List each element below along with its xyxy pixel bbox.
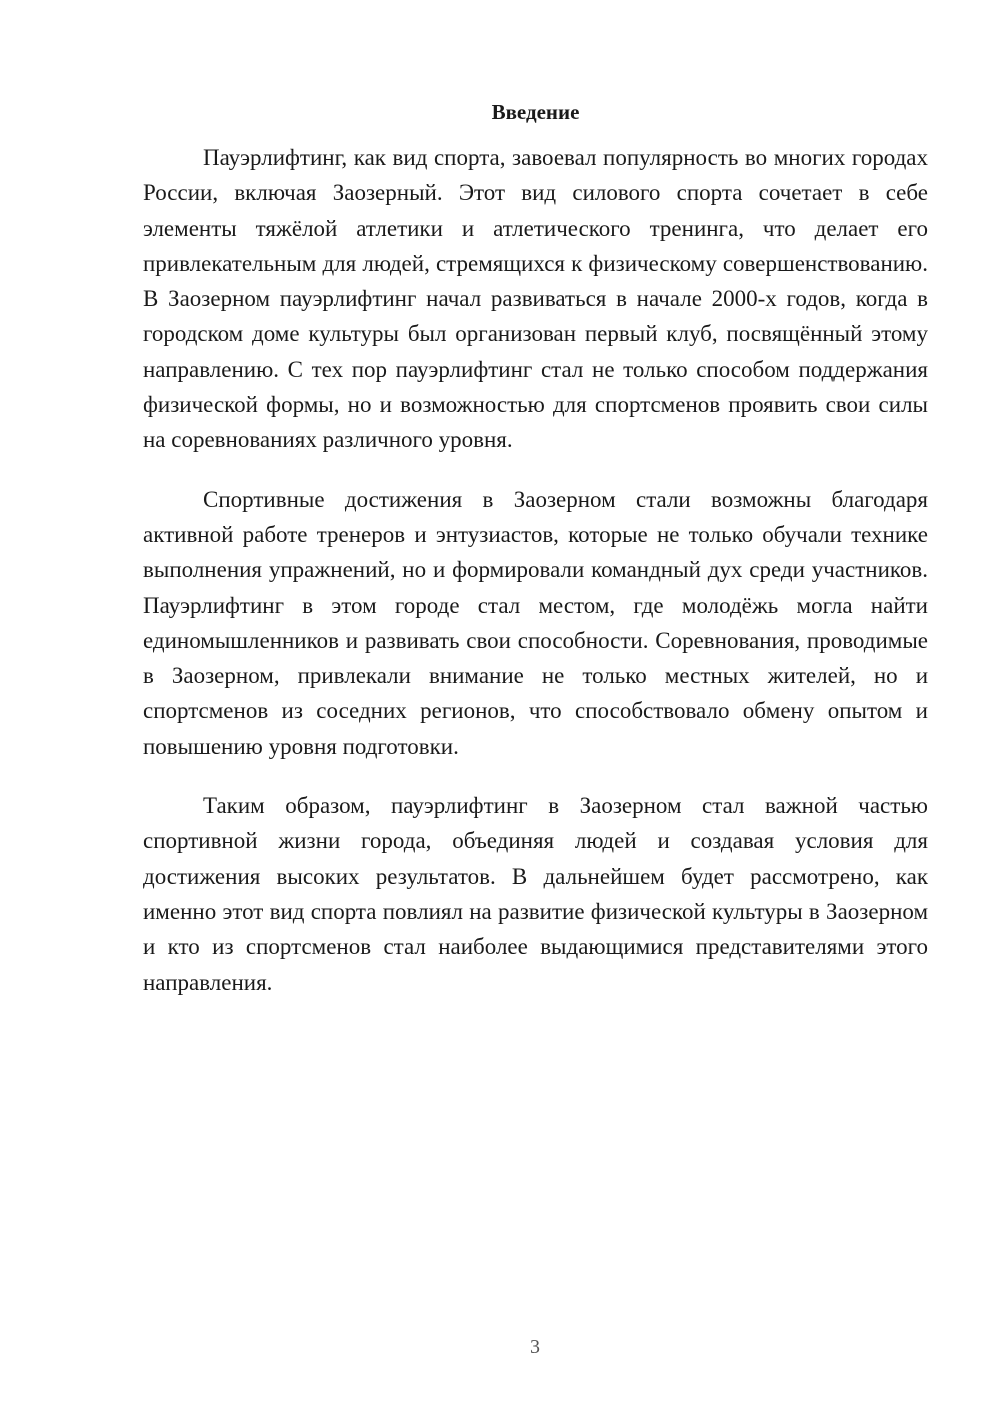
- page-number: 3: [530, 1336, 540, 1358]
- paragraph-1: Пауэрлифтинг, как вид спорта, завоевал популярность во многих городах России, включая Заозерный. Этот вид силового спорта сочетает в себе элементы тяжёлой атлетики и атлетического тренинга, что делает его привлекательным для людей, стремящихся к физическому совершенствованию. В Заозерном пауэрлифтинг начал развиваться в начале 2000-х годов, когда в городском доме культуры был организован первый клуб, посвящённый этому направлению. С тех пор пауэрлифтинг стал не только способом поддержания физической формы, но и возможностью для спортсменов проявить свои силы на соревнованиях различного уровня.: [143, 145, 928, 453]
- document-body: [143, 140, 928, 1024]
- paragraph-2: Спортивные достижения в Заозерном стали возможны благодаря активной работе тренеров и энтузиастов, которые не только обучали технике выполнения упражнений, но и формировали командный дух среди участников. Пауэрлифтинг в этом городе стал местом, где молодёжь могла найти единомышленников и развивать свои способности. Соревнования, проводимые в Заозерном, привлекали внимание не только местных жителей, но и спортсменов из соседних регионов, что способствовало обмену опытом и повышению уровня подготовки.: [143, 486, 928, 759]
- paragraph-3: Таким образом, пауэрлифтинг в Заозерном стал важной частью спортивной жизни города, объединяя людей и создавая условия для достижения высоких результатов. В дальнейшем будет рассмотрено, как именно этот вид спорта повлиял на развитие физической культуры в Заозерном и кто из спортсменов стал наиболее выдающимися представителями этого направления.: [143, 793, 928, 995]
- section-title: Введение: [491, 100, 580, 124]
